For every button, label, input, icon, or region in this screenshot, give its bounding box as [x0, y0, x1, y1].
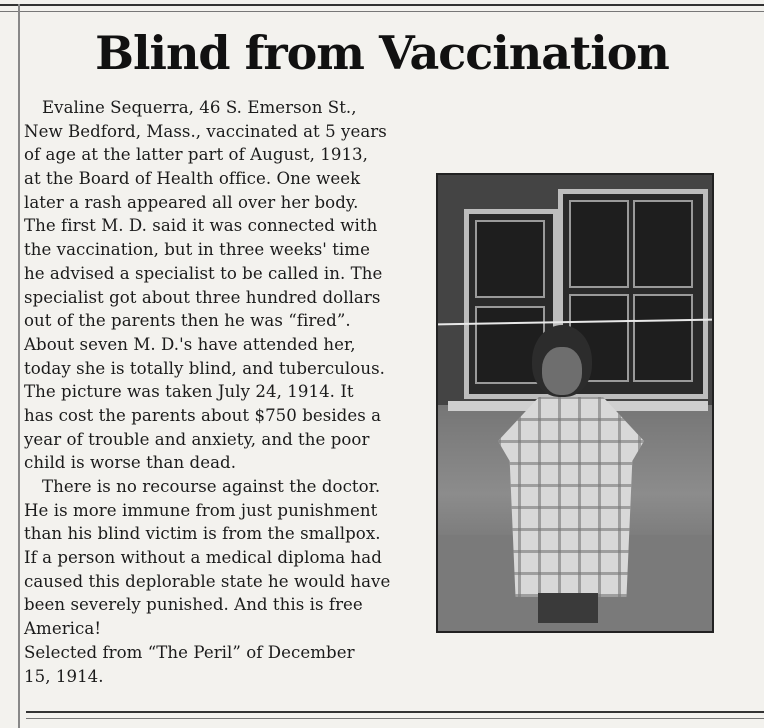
- child-legs: [538, 593, 598, 623]
- text-line: child is worse than dead.: [24, 453, 237, 473]
- text-line: out of the parents then he was “fired”.: [24, 311, 351, 331]
- text-line: been severely punished. And this is free: [24, 595, 363, 615]
- text-line: America!: [24, 619, 102, 639]
- text-line: About seven M. D.'s have attended her,: [24, 334, 356, 354]
- text-line: He is more immune from just punishment: [24, 500, 378, 520]
- text-line: caused this deplorable state he would have: [24, 571, 391, 591]
- text-line: he advised a specialist to be called in. The: [24, 263, 383, 283]
- text-line: of age at the latter part of August, 1913,: [24, 145, 368, 165]
- text-line: The picture was taken July 24, 1914. It: [24, 382, 354, 402]
- text-line: has cost the parents about $750 besides a: [24, 405, 382, 425]
- top-rule: [0, 4, 764, 6]
- text-line: If a person without a medical diploma had: [24, 548, 382, 568]
- text-line: Selected from “The Peril” of December: [24, 642, 355, 662]
- text-line: at the Board of Health office. One week: [24, 169, 361, 189]
- window-pane: [475, 220, 545, 298]
- text-line: than his blind victim is from the smallpox.: [24, 524, 381, 544]
- bottom-rule-thin: [26, 718, 764, 719]
- article-body: [24, 96, 404, 688]
- column-divider: [18, 4, 20, 728]
- text-line: today she is totally blind, and tuberculous.: [24, 358, 385, 378]
- text-line: 15, 1914.: [24, 666, 104, 686]
- top-rule-thin: [0, 11, 764, 12]
- text-line: specialist got about three hundred dollars: [24, 287, 381, 307]
- child-plaid-dress: [498, 397, 644, 597]
- article-title: Blind from Vaccination: [95, 26, 669, 80]
- child-face: [542, 347, 582, 395]
- text-line: the vaccination, but in three weeks' time: [24, 240, 370, 260]
- child-photograph: [436, 173, 714, 633]
- text-line: New Bedford, Mass., vaccinated at 5 years: [24, 121, 387, 141]
- window-pane: [633, 200, 693, 288]
- bottom-rule: [26, 711, 764, 713]
- window-pane: [569, 200, 629, 288]
- text-line: year of trouble and anxiety, and the poor: [24, 429, 370, 449]
- text-line: There is no recourse against the doctor.: [42, 477, 381, 496]
- window-pane: [633, 294, 693, 382]
- text-line: later a rash appeared all over her body.: [24, 192, 359, 212]
- text-line: Evaline Sequerra, 46 S. Emerson St.,: [42, 98, 357, 117]
- text-line: The first M. D. said it was connected with: [24, 216, 378, 236]
